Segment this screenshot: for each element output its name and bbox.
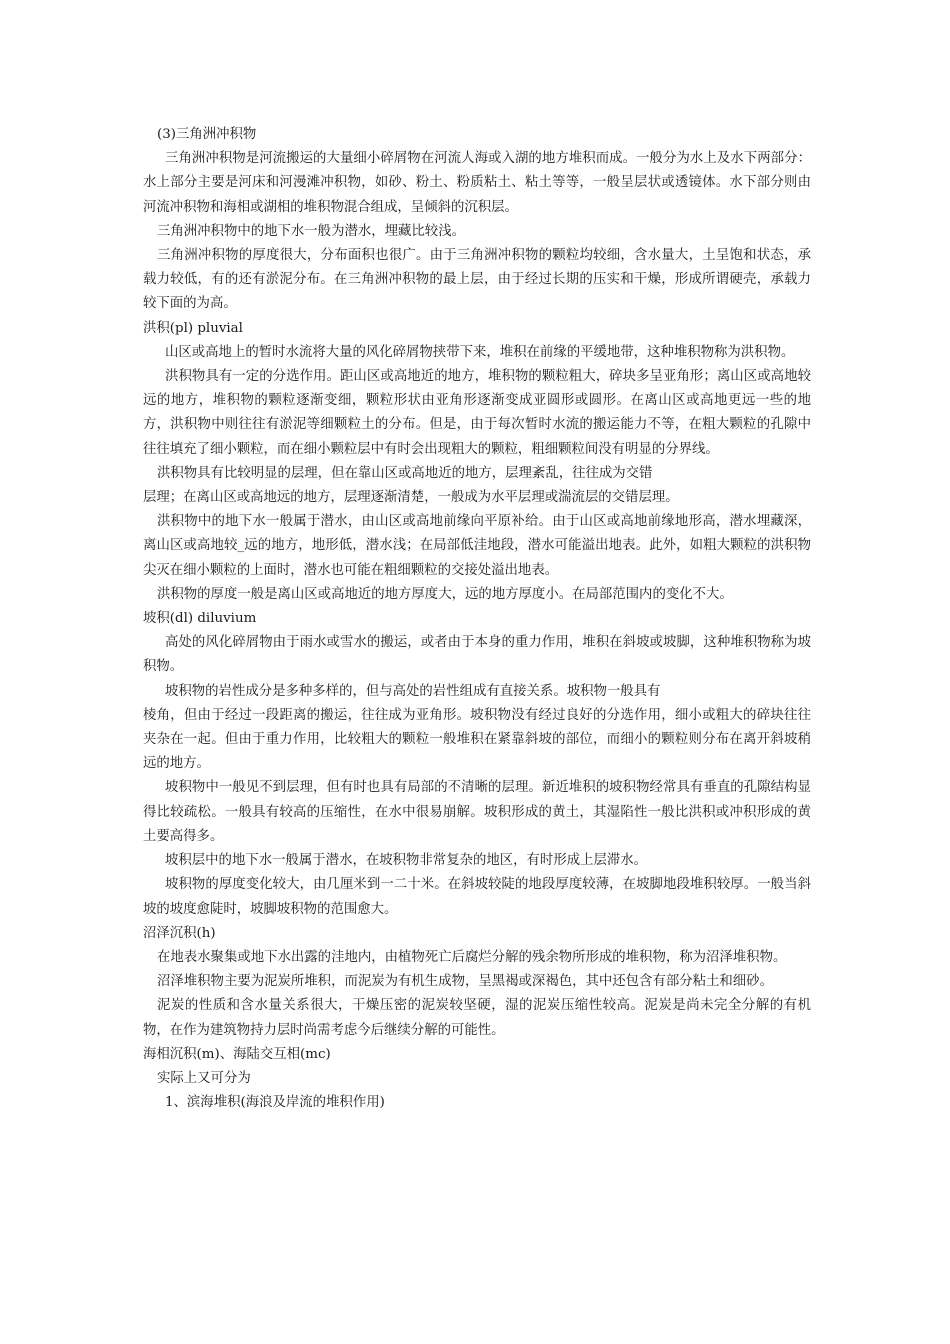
section-heading-marine: 海相沉积(m)、海陆交互相(mc) [143, 1046, 331, 1062]
paragraph: 坡积层中的地下水一般属于潜水，在坡积物非常复杂的地区，有时形成上层滞水。 [165, 853, 648, 869]
list-item: 1、滨海堆积(海浪及岸流的堆积作用) [165, 1095, 385, 1111]
paragraph: 坡积物的岩性成分是多种多样的，但与高处的岩性组成有直接关系。坡积物一般具有 [165, 683, 661, 699]
paragraph: 洪积物的厚度一般是离山区或高地近的地方厚度大，远的地方厚度小。在局部范围内的变化不大。 [157, 586, 733, 602]
paragraph: 实际上又可分为 [157, 1070, 251, 1086]
paragraph: 三角洲冲积物中的地下水一般为潜水，埋藏比较浅。 [157, 223, 465, 239]
section-heading-delta: (3)三角洲冲积物 [157, 127, 257, 142]
paragraph: 层理；在离山区或高地远的地方，层理逐渐清楚，一般成为水平层理或湍流层的交错层理。 [143, 490, 679, 506]
paragraph: 泥炭的性质和含水量关系很大，干燥压密的泥炭较坚硬，湿的泥炭压缩性较高。泥炭是尚未完全分解的有机物，在作为建筑物持力层时尚需考虑今后继续分解的可能性。 [143, 998, 811, 1038]
section-heading-diluvium: 坡积(dl) diluvium [143, 611, 257, 627]
paragraph: 山区或高地上的暂时水流将大量的风化碎屑物挟带下来，堆积在前缘的平缓地带，这种堆积物称为洪积物。 [165, 344, 795, 360]
paragraph: 坡积物的厚度变化较大，由几厘米到一二十米。在斜坡较陡的地段厚度较薄，在坡脚地段堆积较厚。一般当斜坡的坡度愈陡时，坡脚坡积物的范围愈大。 [143, 877, 811, 917]
paragraph: 棱角，但由于经过一段距离的搬运，往往成为亚角形。坡积物没有经过良好的分选作用，细小或粗大的碎块往往夹杂在一起。但由于重力作用，比较粗大的颗粒一般堆积在紧靠斜坡的部位，而细小的颗粒则分布在离开斜坡稍远的地方。 [143, 707, 811, 772]
paragraph: 高处的风化碎屑物由于雨水或雪水的搬运，或者由于本身的重力作用，堆积在斜坡或坡脚，这种堆积物称为坡积物。 [143, 635, 811, 675]
section-heading-swamp: 沼泽沉积(h) [143, 925, 216, 941]
paragraph: 三角洲冲积物的厚度很大，分布面积也很广。由于三角洲冲积物的颗粒均较细，含水量大，土呈饱和状态，承载力较低，有的还有淤泥分布。在三角洲冲积物的最上层，由于经过长期的压实和干燥，形成所谓硬壳，承载力较下面的为高。 [143, 248, 811, 312]
paragraph: 在地表水聚集或地下水出露的洼地内，由植物死亡后腐烂分解的残余物所形成的堆积物，称为沼泽堆积物。 [157, 949, 787, 965]
section-heading-pluvial: 洪积(pl) pluvial [143, 320, 243, 336]
document-body [143, 123, 811, 1115]
paragraph: 沼泽堆积物主要为泥炭所堆积，而泥炭为有机生成物，呈黑褐或深褐色，其中还包含有部分粘土和细砂。 [157, 974, 773, 990]
paragraph: 坡积物中一般见不到层理，但有时也具有局部的不清晰的层理。新近堆积的坡积物经常具有垂直的孔隙结构显得比较疏松。一般具有较高的压缩性，在水中很易崩解。坡积形成的黄土，其湿陷性一般比洪积或冲积形成的黄土要高得多。 [143, 780, 811, 844]
paragraph: 洪积物具有比较明显的层理，但在靠山区或高地近的地方，层理紊乱，往往成为交错 [157, 465, 653, 481]
paragraph: 洪积物中的地下水一般属于潜水，由山区或高地前缘向平原补给。由于山区或高地前缘地形高，潜水埋藏深，离山区或高地较_远的地方，地形低，潜水浅；在局部低洼地段，潜水可能溢出地表。此外，如粗大颗粒的洪积物尖灭在细小颗粒的上面时，潜水也可能在粗细颗粒的交接处溢出地表。 [143, 514, 811, 578]
paragraph: 洪积物具有一定的分选作用。距山区或高地近的地方，堆积物的颗粒粗大，碎块多呈亚角形；离山区或高地较远的地方，堆积物的颗粒逐渐变细，颗粒形状由亚角形逐渐变成亚圆形或圆形。在离山区或高地更远一些的地方，洪积物中则往往有淤泥等细颗粒土的分布。但是，由于每次暂时水流的搬运能力不等，在粗大颗粒的孔隙中往往填充了细小颗粒，而在细小颗粒层中有时会出现粗大的颗粒，粗细颗粒间没有明显的分界线。 [143, 369, 811, 457]
paragraph: 三角洲冲积物是河流搬运的大量细小碎屑物在河流人海或入湖的地方堆积而成。一般分为水上及水下两部分：水上部分主要是河床和河漫滩冲积物，如砂、粉土、粉质粘土、粘土等等，一般呈层状或透镜体。水下部分则由河流冲积物和海相或湖相的堆积物混合组成，呈倾斜的沉积层。 [143, 151, 811, 215]
